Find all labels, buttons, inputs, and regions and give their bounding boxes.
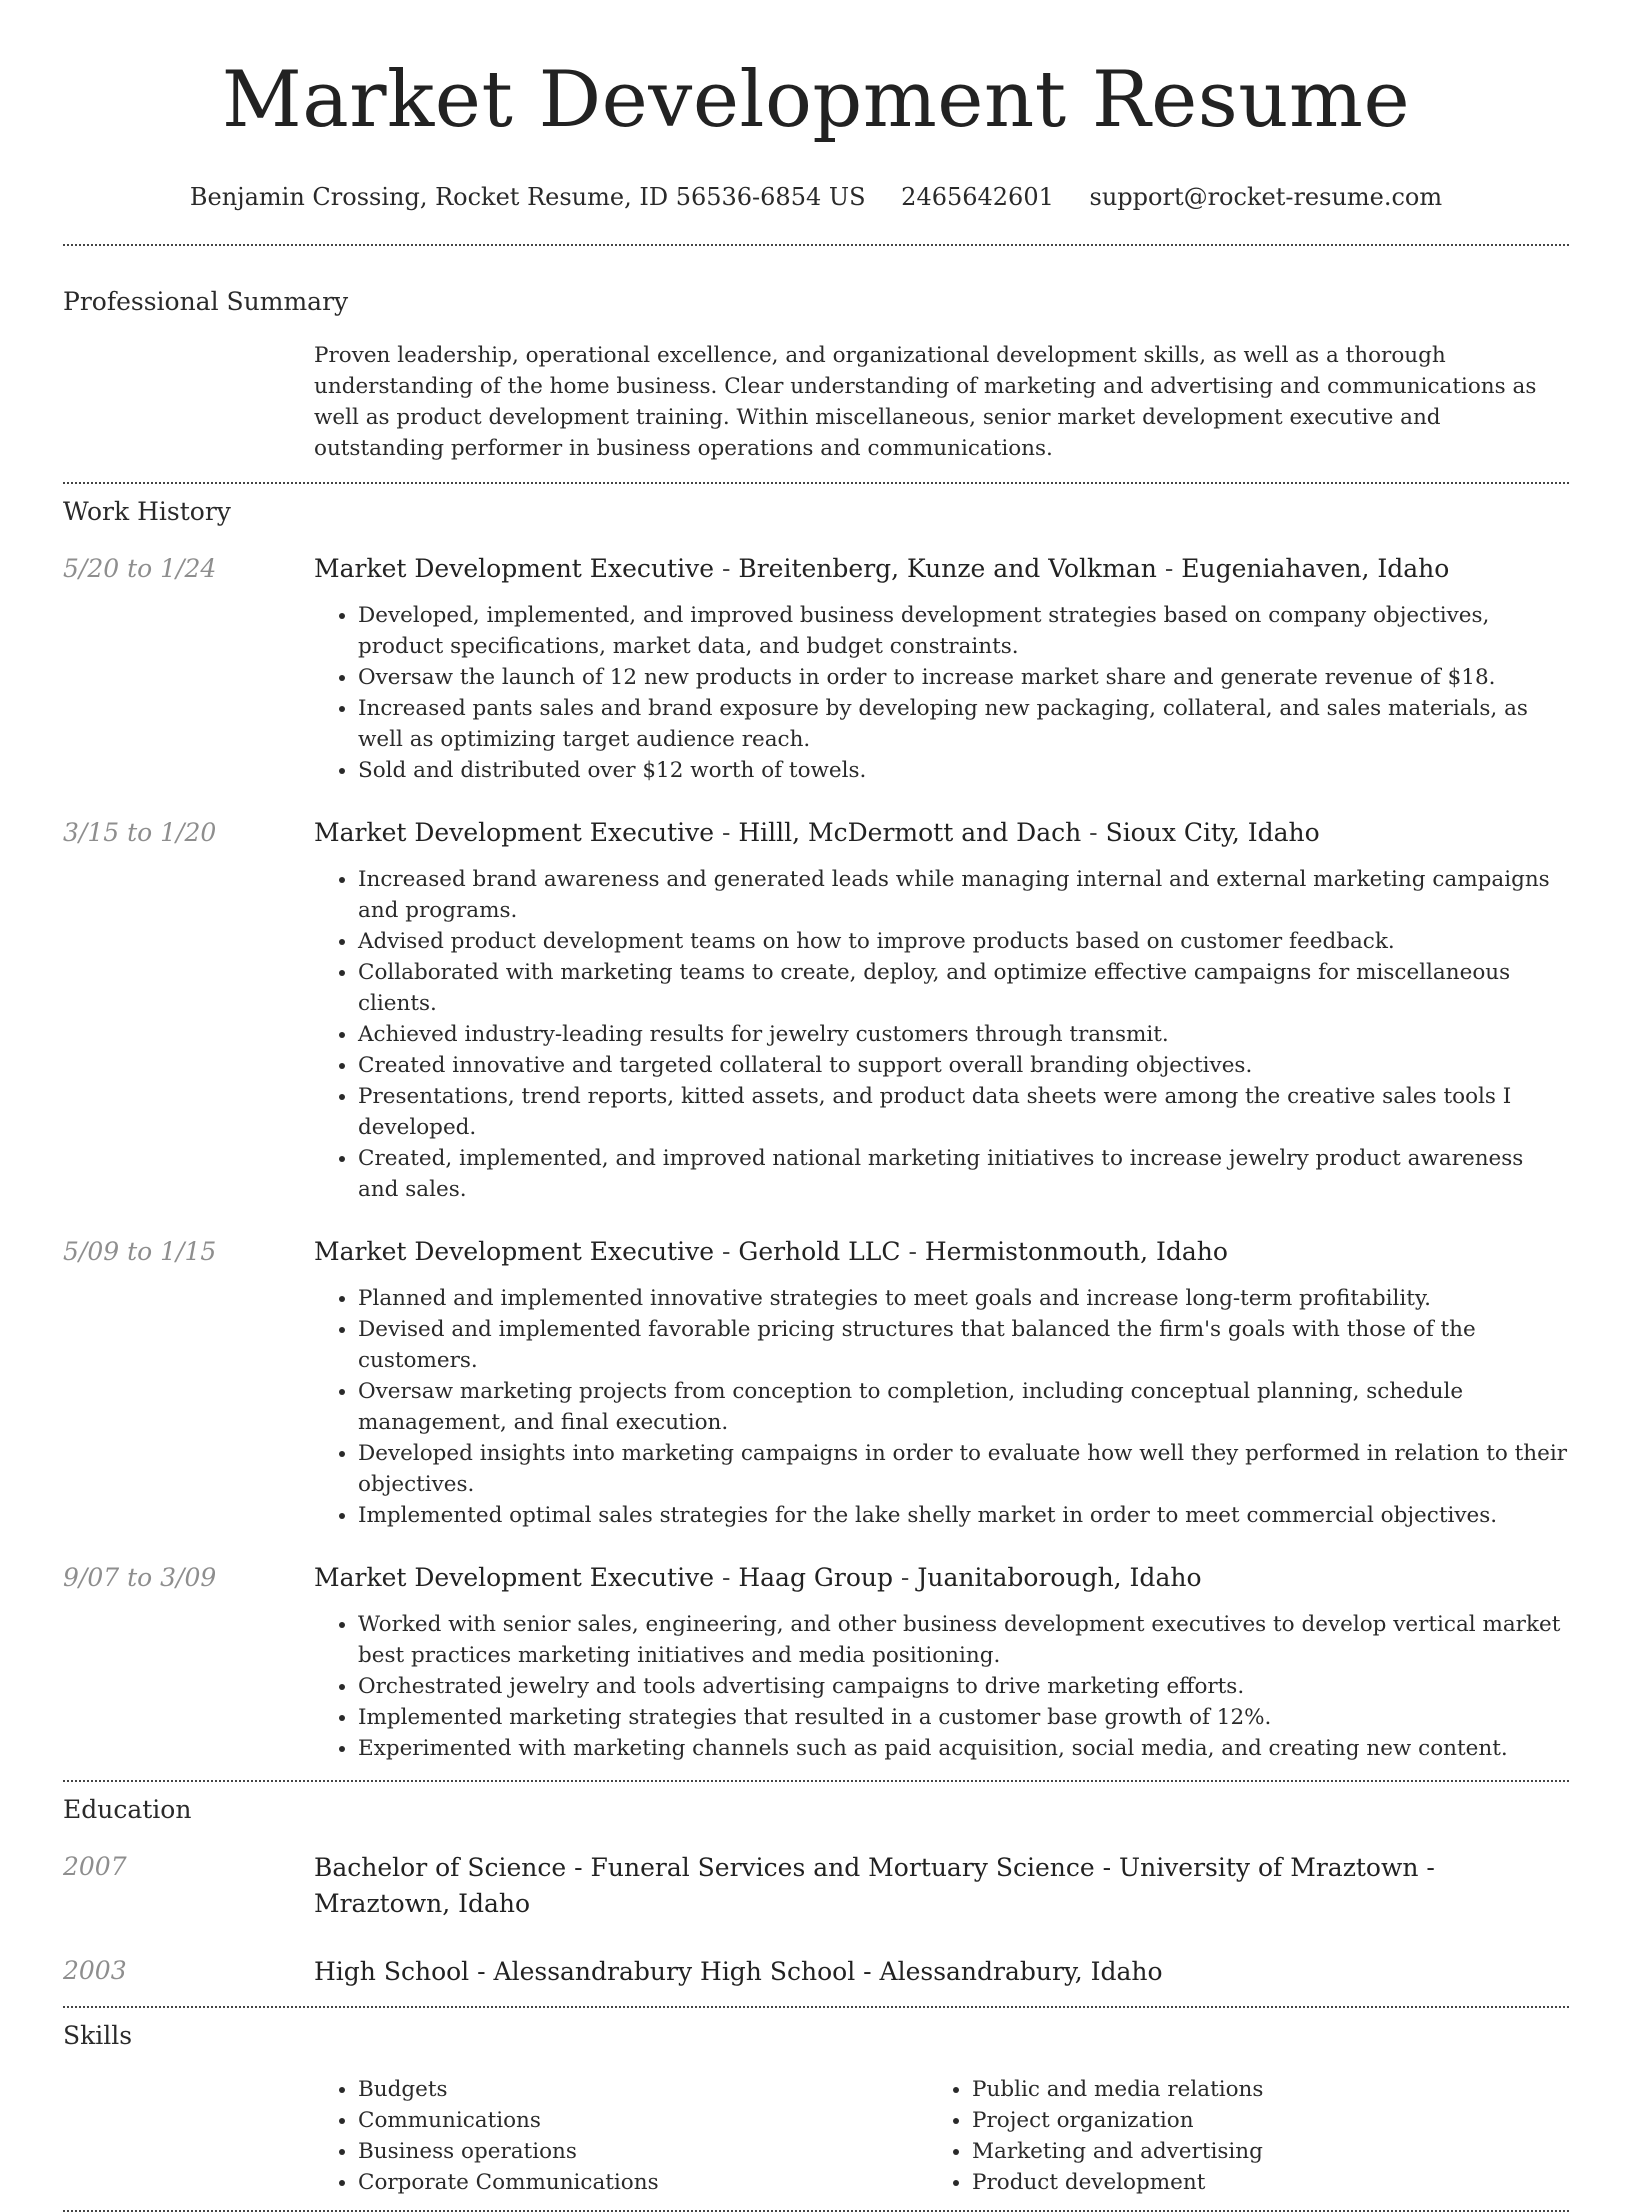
job-heading: Market Development Executive - Hilll, McDermott and Dach - Sioux City, Idaho xyxy=(314,818,1320,847)
skill-item: • Business operations xyxy=(358,2136,928,2167)
job-bullet: • Experimented with marketing channels such as paid acquisition, social media, and creating new content. xyxy=(358,1733,1569,1764)
education-detail: Bachelor of Science - Funeral Services and Mortuary Science - University of Mraztown - Mraztown, Idaho xyxy=(314,1853,1435,1918)
divider xyxy=(63,1780,1569,1782)
job-entry xyxy=(63,552,1569,786)
education-entry xyxy=(63,1850,1569,1922)
skill-item: • Product development xyxy=(972,2167,1542,2198)
education-detail: High School - Alessandrabury High School - Alessandrabury, Idaho xyxy=(314,1957,1163,1986)
contact-email: support@rocket-resume.com xyxy=(1089,183,1443,211)
skills-heading: Skills xyxy=(63,2021,133,2050)
job-bullet: • Oversaw marketing projects from conception to completion, including conceptual planning, schedule management, and final execution. xyxy=(358,1376,1569,1438)
job-dates: 3/15 to 1/20 xyxy=(63,818,217,847)
job-bullet: • Worked with senior sales, engineering, and other business development executives to develop vertical market best practices marketing initiatives and media positioning. xyxy=(358,1609,1569,1671)
job-company: Breitenberg, Kunze and Volkman xyxy=(738,554,1157,583)
education-heading: Education xyxy=(63,1795,192,1824)
job-bullet: • Increased pants sales and brand exposure by developing new packaging, collateral, and sales materials, as well as optimizing target audience reach. xyxy=(358,693,1569,755)
skills-column-left xyxy=(314,2074,928,2198)
divider xyxy=(63,482,1569,484)
job-entry xyxy=(63,816,1569,1205)
job-bullet: • Increased brand awareness and generated leads while managing internal and external marketing campaigns and programs. xyxy=(358,864,1569,926)
job-bullet: • Created, implemented, and improved national marketing initiatives to increase jewelry product awareness and sales. xyxy=(358,1143,1569,1205)
job-entry xyxy=(63,1561,1569,1764)
job-company: Gerhold LLC xyxy=(738,1237,901,1266)
skill-item: • Budgets xyxy=(358,2074,928,2105)
job-bullet: • Developed insights into marketing campaigns in order to evaluate how well they performed in relation to their objectives. xyxy=(358,1438,1569,1500)
contact-address: Benjamin Crossing, Rocket Resume, ID 56536-6854 US xyxy=(189,183,866,211)
job-heading: Market Development Executive - Haag Group - Juanitaborough, Idaho xyxy=(314,1563,1202,1592)
job-dates: 5/09 to 1/15 xyxy=(63,1237,217,1266)
skills-list xyxy=(314,2074,1569,2198)
skill-item: • Project organization xyxy=(972,2105,1542,2136)
job-bullets xyxy=(314,600,1569,786)
job-bullet: • Achieved industry-leading results for jewelry customers through transmit. xyxy=(358,1019,1569,1050)
education-year: 2003 xyxy=(63,1956,127,1985)
job-title: Market Development Executive xyxy=(314,1237,714,1266)
work-history-heading: Work History xyxy=(63,497,231,526)
contact-line xyxy=(63,182,1569,212)
skill-item: • Public and media relations xyxy=(972,2074,1542,2105)
job-dates: 9/07 to 3/09 xyxy=(63,1563,217,1592)
skill-item: • Corporate Communications xyxy=(358,2167,928,2198)
job-dates: 5/20 to 1/24 xyxy=(63,554,217,583)
job-heading: Market Development Executive - Breitenberg, Kunze and Volkman - Eugeniahaven, Idaho xyxy=(314,554,1450,583)
divider xyxy=(63,244,1569,246)
skill-item: • Communications xyxy=(358,2105,928,2136)
job-bullet: • Collaborated with marketing teams to create, deploy, and optimize effective campaigns for miscellaneous clients. xyxy=(358,957,1569,1019)
job-bullets xyxy=(314,1283,1569,1531)
job-bullet: • Orchestrated jewelry and tools advertising campaigns to drive marketing efforts. xyxy=(358,1671,1569,1702)
job-title: Market Development Executive xyxy=(314,818,714,847)
job-company: Haag Group xyxy=(738,1563,893,1592)
skills-column-right xyxy=(928,2074,1542,2198)
resume-title: Market Development Resume xyxy=(221,55,1411,145)
job-heading: Market Development Executive - Gerhold LLC - Hermistonmouth, Idaho xyxy=(314,1237,1228,1266)
job-bullet: • Oversaw the launch of 12 new products in order to increase market share and generate revenue of $18. xyxy=(358,662,1569,693)
contact-phone: 2465642601 xyxy=(901,183,1054,211)
job-company: Hilll, McDermott and Dach xyxy=(738,818,1082,847)
job-location: Eugeniahaven, Idaho xyxy=(1181,554,1450,583)
job-location: Sioux City, Idaho xyxy=(1105,818,1320,847)
summary-text: Proven leadership, operational excellence, and organizational development skills, as well as a thorough understanding of the home business. Clear understanding of marketing and advertising and communications as well as product development training. Within miscellaneous, senior market development executive and outstanding performer in business operations and communications. xyxy=(314,343,1537,461)
job-title: Market Development Executive xyxy=(314,1563,714,1592)
education-entry xyxy=(63,1954,1569,1990)
summary-heading: Professional Summary xyxy=(63,287,349,316)
job-bullets xyxy=(314,1609,1569,1764)
education-year: 2007 xyxy=(63,1852,127,1881)
job-bullet: • Implemented marketing strategies that resulted in a customer base growth of 12%. xyxy=(358,1702,1569,1733)
job-bullets xyxy=(314,864,1569,1205)
job-bullet: • Planned and implemented innovative strategies to meet goals and increase long-term profitability. xyxy=(358,1283,1569,1314)
job-entry xyxy=(63,1235,1569,1531)
job-bullet: • Sold and distributed over $12 worth of towels. xyxy=(358,755,1569,786)
job-location: Hermistonmouth, Idaho xyxy=(924,1237,1228,1266)
job-title: Market Development Executive xyxy=(314,554,714,583)
job-location: Juanitaborough, Idaho xyxy=(917,1563,1202,1592)
job-bullet: • Developed, implemented, and improved business development strategies based on company objectives, product specifications, market data, and budget constraints. xyxy=(358,600,1569,662)
job-bullet: • Created innovative and targeted collateral to support overall branding objectives. xyxy=(358,1050,1569,1081)
job-bullet: • Implemented optimal sales strategies for the lake shelly market in order to meet commercial objectives. xyxy=(358,1500,1569,1531)
divider xyxy=(63,2006,1569,2008)
skill-item: • Marketing and advertising xyxy=(972,2136,1542,2167)
job-bullet: • Presentations, trend reports, kitted assets, and product data sheets were among the creative sales tools I developed. xyxy=(358,1081,1569,1143)
job-bullet: • Devised and implemented favorable pricing structures that balanced the firm's goals with those of the customers. xyxy=(358,1314,1569,1376)
job-bullet: • Advised product development teams on how to improve products based on customer feedback. xyxy=(358,926,1569,957)
